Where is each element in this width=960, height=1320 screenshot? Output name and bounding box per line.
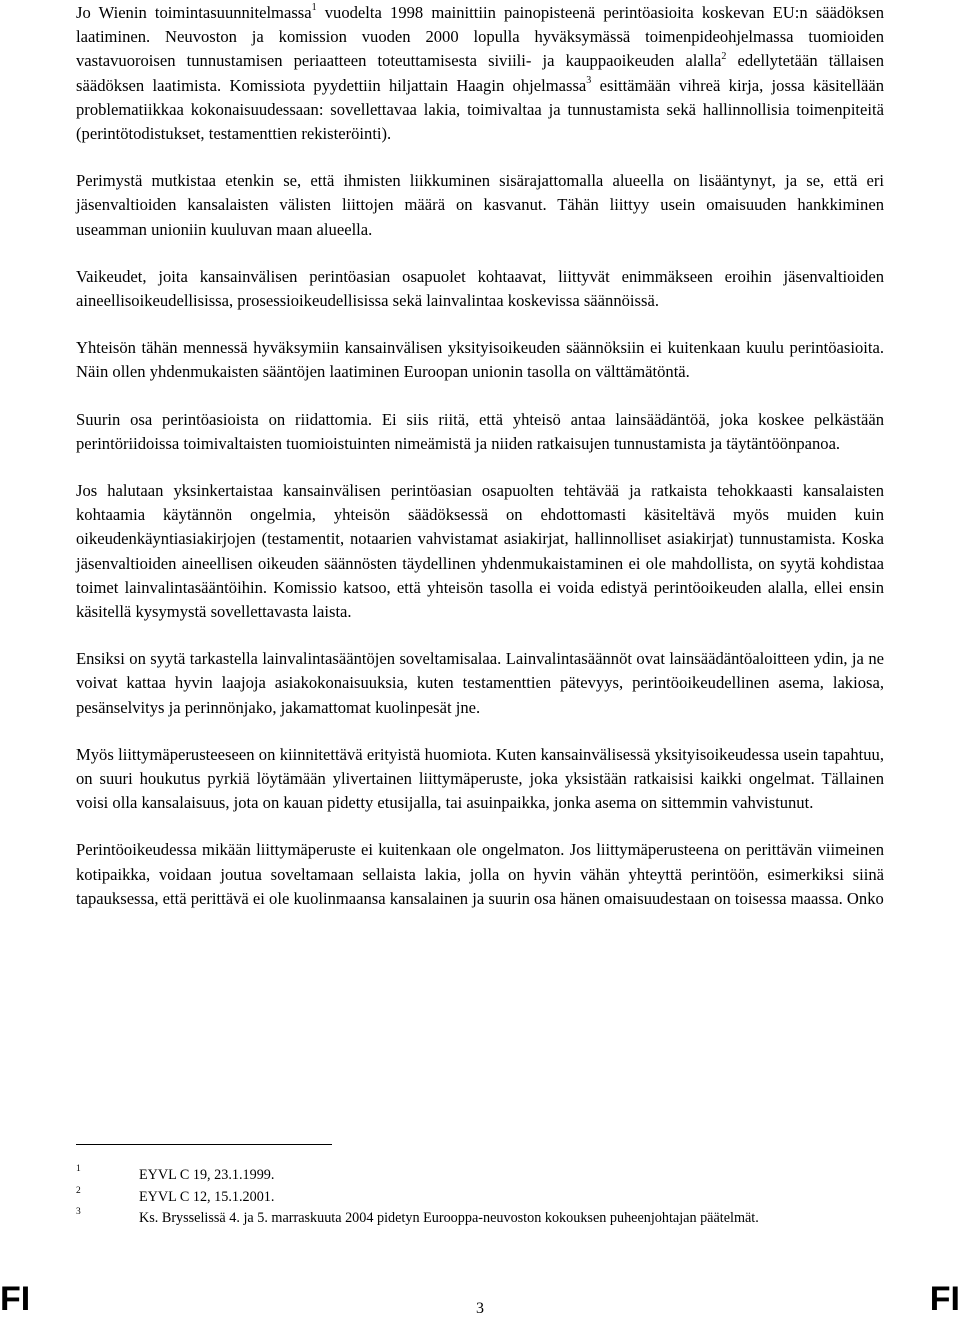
footnote-number: 2 [76,1185,81,1196]
paragraph-text: Perintöoikeudessa mikään liittymäperuste ei kuitenkaan ole ongelmaton. Jos liittymäperusteena on perittävän viimeinen kotipaikka, voidaan joutua soveltamaan sellaista lakia, jolla on hyvin vähän yhteyttä perintöön, esimerkiksi siinä tapauksessa, että perittävä ei ole kuolinmaansa kansalainen ja suurin osa hänen omaisuudestaan on toisessa maassa. Onko [76,840,884,908]
footnote-reference: 1 [311,2,317,14]
paragraph [76,647,884,720]
footnote-number: 1 [76,1164,81,1174]
paragraph [76,169,884,242]
paragraph-text: Jos halutaan yksinkertaistaa kansainvälisen perintöasian osapuolten tehtävää ja ratkaista tehokkaasti kansalaisten kohtaamia käytännön ongelmia, yhteisön säädöksessä on ehdottomasti käsiteltävä myös muiden kuin oikeudenkäyntiasiakirjojen (testamentit, notaarien vahvistamat asiakirjat, hallinnolliset asiakirjat) tunnustamista. Koska jäsenvaltioiden aineellisen oikeuden säännösten täydellinen yhdenmukaistaminen ei ole mahdollista, on syytä kohdistaa toimet lainvalintasääntöihin. Komissio katsoo, että yhteisön tasolla ei voida edistyä perintöoikeuden alalla, ellei ensin käsitellä kysymystä sovellettavasta laista. [76,481,884,622]
footnote [76,1208,884,1230]
paragraph [76,838,884,911]
footnote [76,1187,884,1209]
footnote-text: EYVL C 19, 23.1.1999. [139,1167,275,1183]
paragraph-text: Vaikeudet, joita kansainvälisen perintöasian osapuolet kohtaavat, liittyvät enimmäkseen eroihin jäsenvaltioiden aineellisoikeudellisissa, prosessioikeudellisissa sekä lainvalintaa koskevissa säännöissä. [76,266,884,311]
paragraph-text: Perimystä mutkistaa etenkin se, että ihmisten liikkuminen sisärajattomalla alueella on lisääntynyt, ja se, että eri jäsenvaltioiden kansalaisten välisten liittojen määrä on kasvanut. Tähän liittyy usein omaisuuden hankkiminen useamman unioniin kuuluvan maan alueella. [76,171,884,239]
paragraph-text: edellytetään tällaisen säädöksen laatimista. Komissiota pyydettiin hiljattain Haagin ohjelmassa [76,51,884,95]
paragraph-text: esittämään vihreä kirja, jossa käsitellään problematiikkaa kokonaisuudessaan: sovellettavaa lakia, toimivaltaa ja tunnustamista sekä hallinnollisia toimenpiteitä (perintötodistukset, testamenttien rekisteröinti). [76,75,884,144]
paragraph [76,408,884,456]
main-body [76,0,884,934]
paragraph-text: Ensiksi on syytä tarkastella lainvalintasääntöjen soveltamisalaa. Lainvalintasäännöt ovat lainsäädäntöaloitteen ydin, ja ne voivat kattaa hyvin laajoja asiakokonaisuuksia, kuten testamenttien pätevyys, perintöoikeudellinen asema, lakiosa, pesänselvitys ja perinnönjako, jakamattomat kuolinpesät jne. [76,649,884,717]
footnote-number: 3 [76,1207,81,1217]
paragraph-text: Suurin osa perintöasioista on riidattomia. Ei siis riitä, että yhteisö antaa lainsäädäntöä, joka koskee pelkästään perintöriidoissa toimivaltaisten tuomioistuinten nimeämistä ja niiden ratkaisujen tunnustamista ja täytäntöönpanoa. [76,409,884,453]
paragraph [76,743,884,816]
paragraph [76,1,884,146]
footer-language-left: FI [0,1280,31,1318]
footnote-text: EYVL C 12, 15.1.2001. [139,1188,275,1205]
paragraph [76,336,884,384]
footer-language-right: FI [929,1280,960,1318]
footnotes [76,1165,884,1230]
footnote-reference: 3 [586,75,592,87]
paragraph-text: vuodelta 1998 mainittiin painopisteenä perintöasioita koskevan EU:n säädöksen laatiminen. Neuvoston ja komission vuoden 2000 lopulla hyväksymässä toimenpideohjelmassa tuomioiden vastavuoroisen tunnustamisen periaatteen toteuttamisesta siviili- ja kauppaoikeuden alalla [76,3,884,71]
footnote-separator [76,1144,332,1145]
paragraph-text: Myös liittymäperusteeseen on kiinnitettävä erityistä huomiota. Kuten kansainvälisessä yksityisoikeudessa usein tapahtuu, on suuri houkutus pyrkiä löytämään ylivertainen liittymäperuste, joka yksistään ratkaisisi kaikki ongelmat. Tällainen voisi olla kansalaisuus, jota on kauan pidetty etusijalla, tai asuinpaikka, jonka asema on sittemmin vahvistunut. [76,744,884,813]
paragraph-text: Yhteisön tähän mennessä hyväksymiin kansainvälisen yksityisoikeuden säännöksiin ei kuitenkaan kuulu perintöasioita. Näin ollen yhdenmukaisten sääntöjen laatiminen Euroopan unionin tasolla on välttämätöntä. [76,338,884,382]
paragraph [76,479,884,624]
footnote-text: Ks. Brysselissä 4. ja 5. marraskuuta 2004 pidetyn Eurooppa-neuvoston kokouksen puheenjohtajan päätelmät. [139,1210,759,1226]
paragraph [76,265,884,313]
page-number: 3 [476,1300,484,1317]
paragraph-text: Jo Wienin toimintasuunnitelmassa [76,3,312,22]
footnote [76,1165,884,1187]
footnote-reference: 2 [721,50,727,62]
